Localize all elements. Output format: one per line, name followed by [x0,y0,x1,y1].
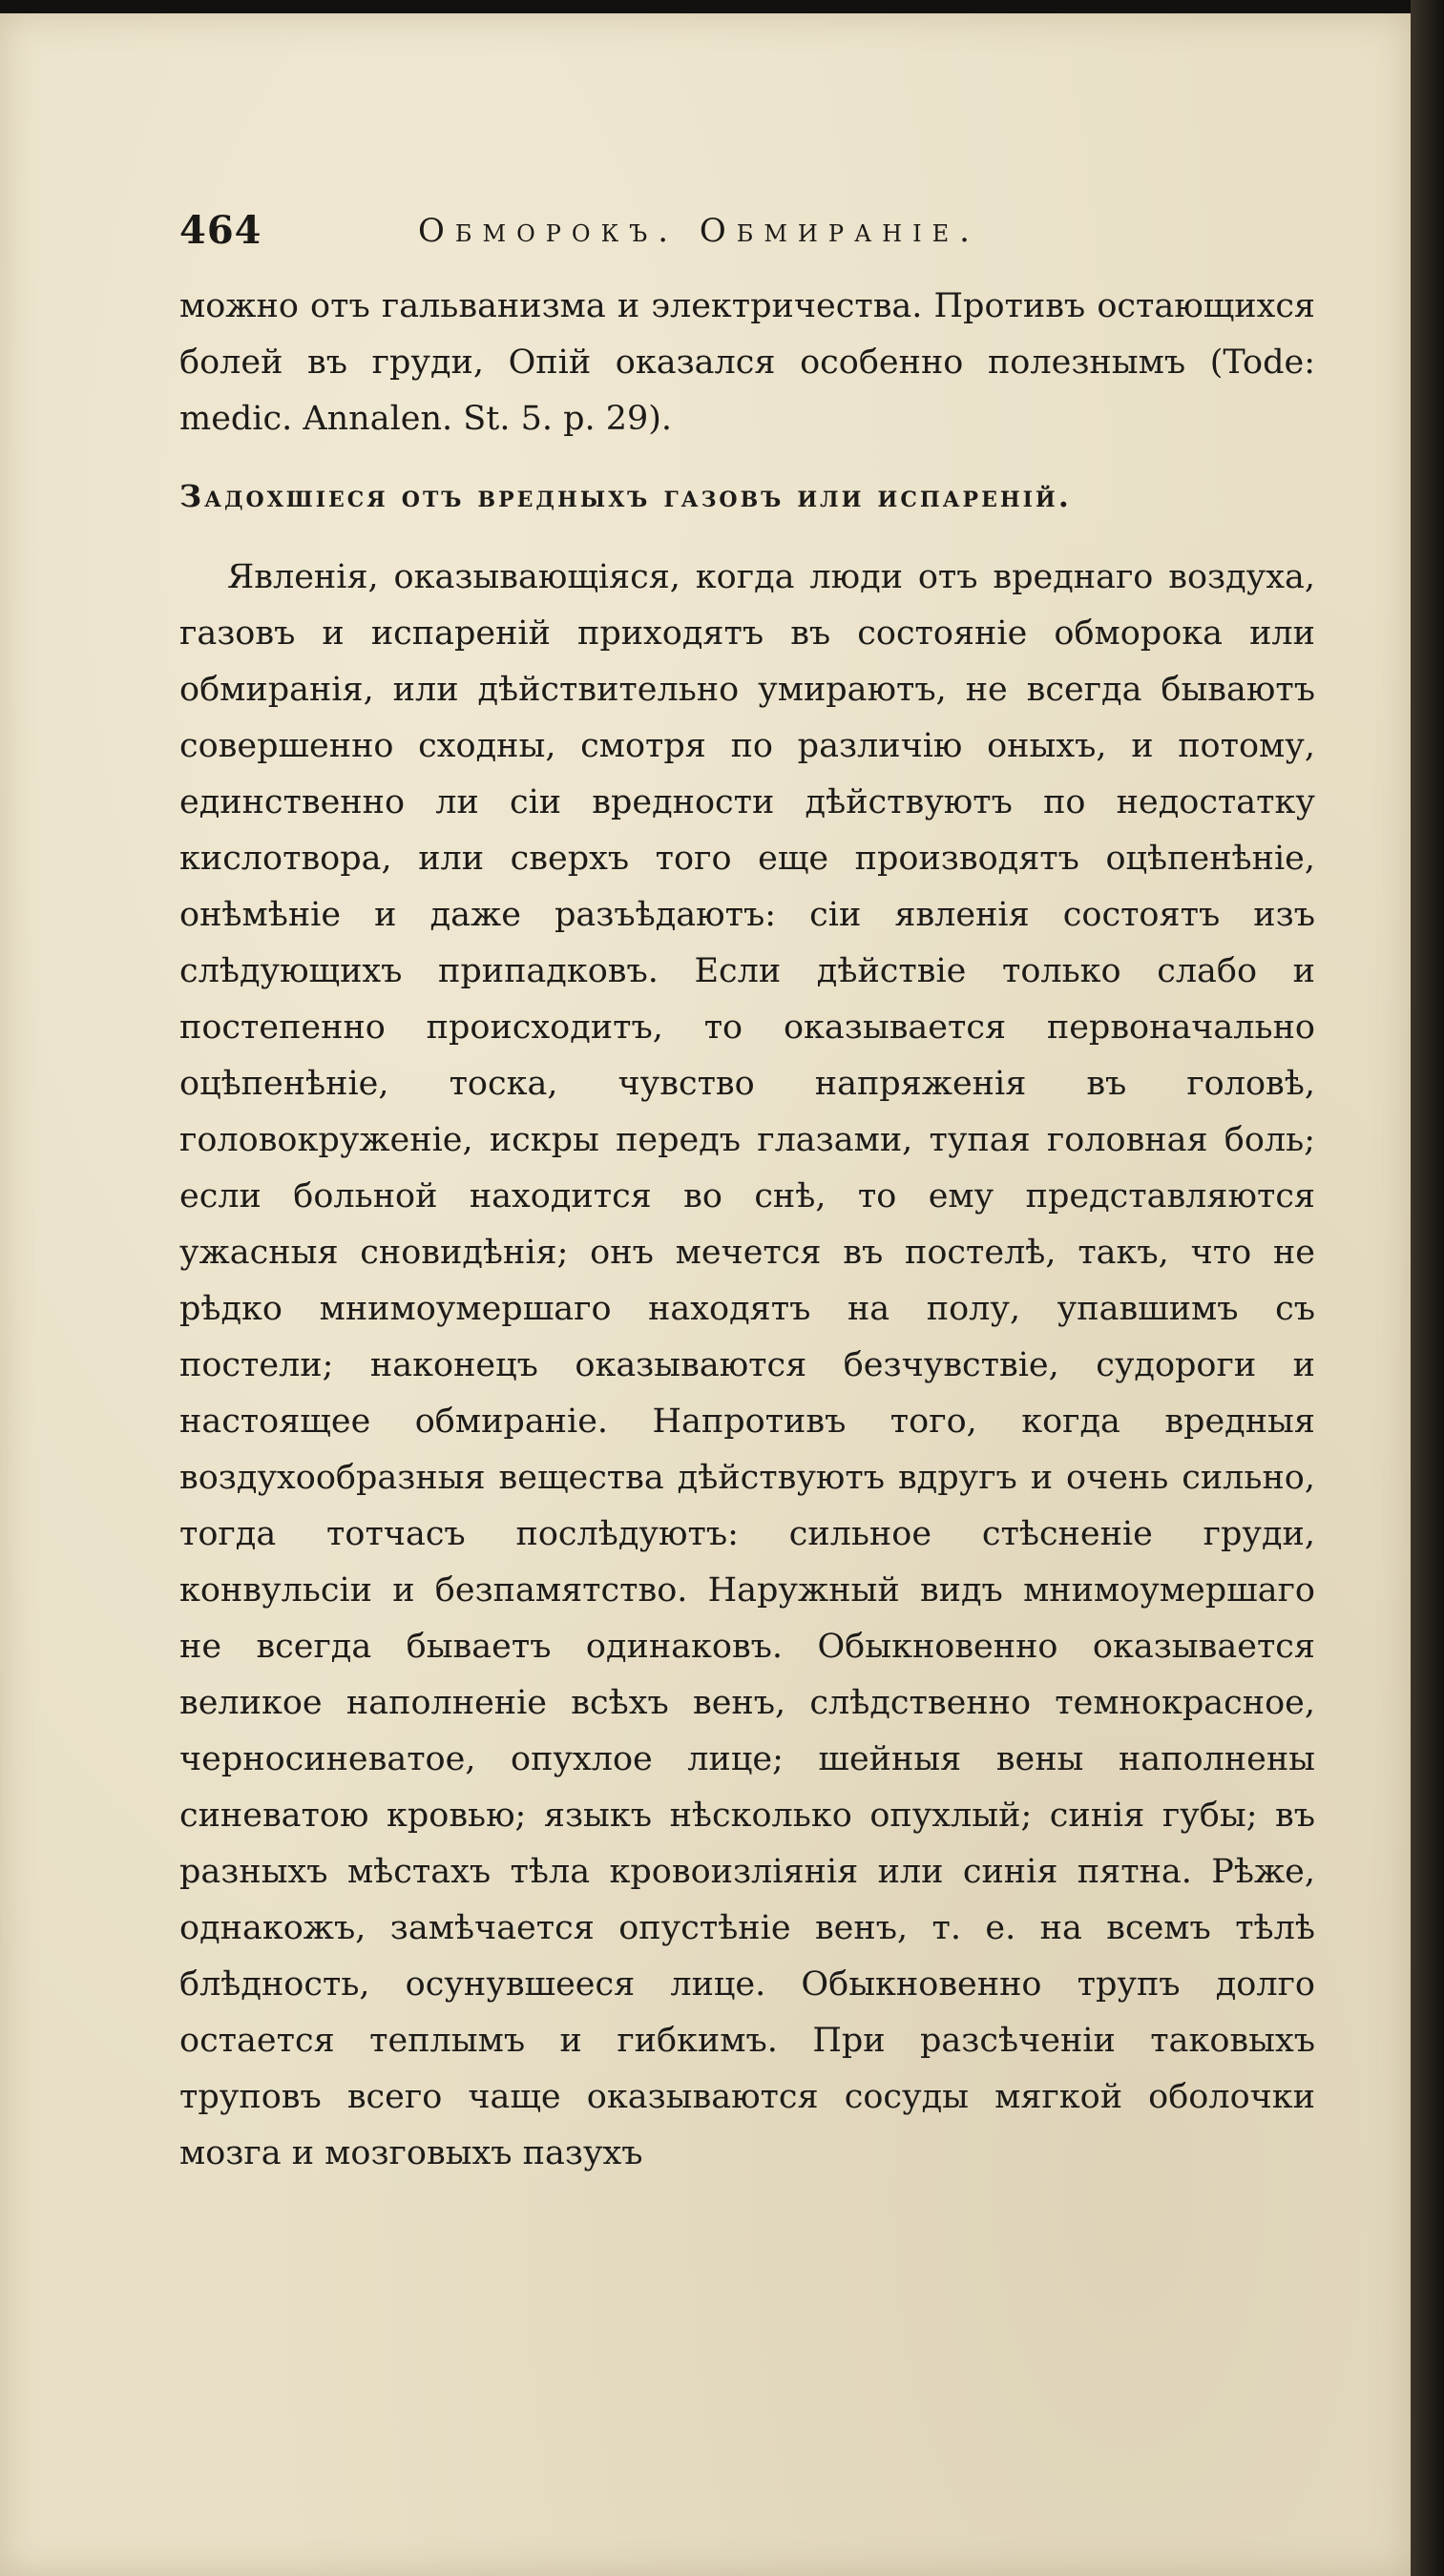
paragraph-continued-text: можно отъ гальванизма и электричества. Противъ остающихся болей въ груди, Опiй оказался особенно полезнымъ (Tode: medic. Annalen. St. 5. p. 29). [179,287,1315,438]
scan-top-border [0,0,1444,13]
paragraph-continued [179,279,1315,447]
paragraph-main-text: Явленiя, оказывающiяся, когда люди отъ вреднаго воздуха, газовъ и испаренiй приходятъ въ состоянiе обморока или обмиранiя, или дѣйствительно умираютъ, не всегда бываютъ совершенно сходны, смотря по различiю оныхъ, и потому, единственно ли сiи вредности дѣйствуютъ по недостатку кислотвора, или сверхъ того еще производятъ оцѣпенѣнiе, онѣмѣнiе и даже разъѣдаютъ: сiи явленiя состоятъ изъ слѣдующихъ припадковъ. Если дѣйствiе только слабо и постепенно происходитъ, то оказывается первоначально оцѣпенѣнiе, тоска, чувство напряженiя въ головѣ, головокруженiе, искры передъ глазами, тупая головная боль; если больной находится во снѣ, то ему представляются ужасныя сновидѣнiя; онъ мечется въ постелѣ, такъ, что не рѣдко мнимоумершаго находятъ на полу, упавшимъ съ постели; наконецъ оказываются безчувствiе, судороги и настоящее обмиранiе. Напротивъ того, когда вредныя воздухообразныя вещества дѣйствуютъ вдругъ и очень сильно, тогда тотчасъ послѣдуютъ: сильное стѣсненiе груди, конвульсiи и безпамятство. Наружный видъ мнимоумершаго не всегда бываетъ одинаковъ. Обыкновенно оказывается великое наполненiе всѣхъ венъ, слѣдственно темнокрасное, черносиневатое, опухлое лице; шейныя вены наполнены синеватою кровью; языкъ нѣсколько опухлый; синiя губы; въ разныхъ мѣстахъ тѣла кровоизлiянiя или синiя пятна. Рѣже, однакожъ, замѣчается опустѣнiе венъ, т. е. на всемъ тѣлѣ блѣдность, осунувшееся лице. Обыкновенно трупъ долго остается теплымъ и гибкимъ. При разсѣченiи таковыхъ труповъ всего чаще оказываются сосуды мягкой оболочки мозга и мозговыхъ пазухъ [179,558,1315,2172]
paragraph-main [179,550,1315,2182]
page-number: 464 [179,208,262,253]
section-heading: Задохшiеся отъ вредныхъ газовъ или испаренiй. [179,478,1072,514]
running-title: Обморокъ. Обмиранiе. [418,212,980,250]
scan-right-border [1411,0,1444,2576]
page-header [179,208,1315,265]
